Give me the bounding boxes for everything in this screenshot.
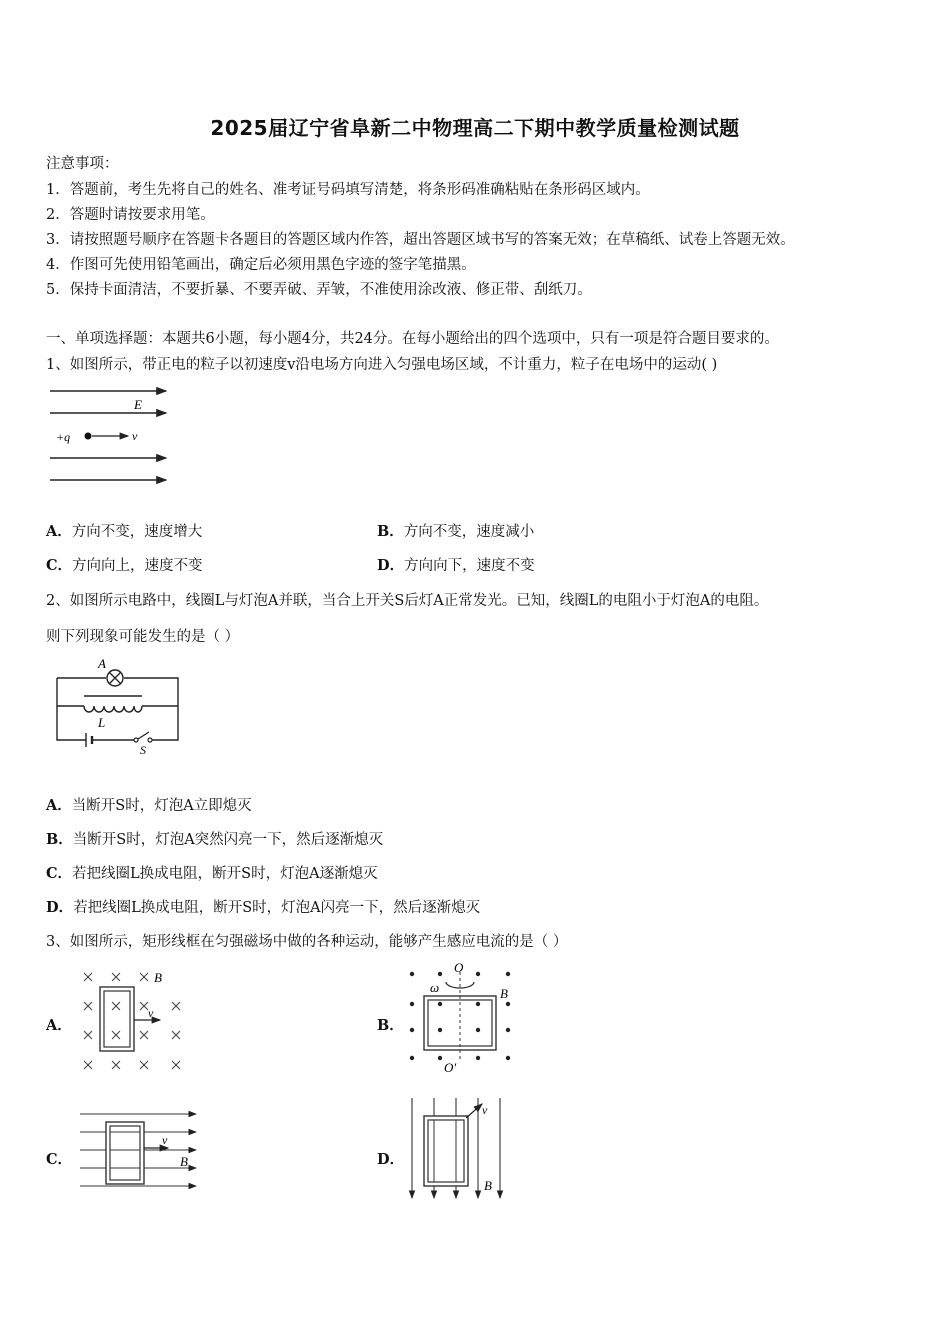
field-dot bbox=[438, 972, 442, 976]
q1-option-c bbox=[46, 554, 203, 575]
coil-frame bbox=[100, 987, 134, 1051]
notice-item: 2．答题时请按要求用笔。 bbox=[46, 207, 215, 223]
coil bbox=[84, 706, 142, 712]
coil-label: L bbox=[98, 715, 106, 730]
q3-figure-c bbox=[76, 1104, 202, 1202]
field-dot bbox=[438, 1028, 442, 1032]
option-label: B． bbox=[377, 523, 404, 540]
field-dot bbox=[476, 1002, 480, 1006]
option-label: D． bbox=[46, 899, 74, 916]
option-text: 方向不变，速度减小 bbox=[403, 524, 535, 540]
field-dot bbox=[506, 972, 510, 976]
b-label: B bbox=[154, 970, 162, 985]
velocity-arrow bbox=[466, 1104, 482, 1118]
field-dot bbox=[476, 1056, 480, 1060]
omega-label: ω bbox=[430, 980, 440, 995]
q3-option-c-label: C． bbox=[46, 1151, 73, 1168]
field-dot bbox=[410, 1028, 414, 1032]
switch-label: S bbox=[140, 743, 146, 757]
b-label: B bbox=[180, 1154, 188, 1169]
field-dot bbox=[476, 1028, 480, 1032]
option-label: C． bbox=[46, 865, 73, 882]
notice-item: 5．保持卡面清洁，不要折暴、不要弄破、弄皱，不准使用涂改液、修正带、刮纸刀。 bbox=[46, 282, 592, 298]
field-dot bbox=[410, 1002, 414, 1006]
q1-option-a bbox=[46, 520, 202, 541]
option-label: C． bbox=[46, 557, 73, 574]
switch bbox=[134, 738, 138, 742]
charge-label: +q bbox=[56, 430, 71, 444]
q3-figure-d bbox=[404, 1094, 516, 1206]
q1-option-d bbox=[377, 554, 535, 575]
field-dot bbox=[506, 1028, 510, 1032]
field-dot bbox=[410, 1056, 414, 1060]
b-label: B bbox=[484, 1178, 492, 1193]
notice-item: 1．答题前，考生先将自己的姓名、准考证号码填写清楚，将条形码准确粘贴在条形码区域内。 bbox=[46, 182, 650, 198]
option-text: 方向不变，速度增大 bbox=[71, 524, 203, 540]
notice-heading: 注意事项： bbox=[46, 156, 119, 172]
question-3-stem: 3、如图所示，矩形线框在匀强磁场中做的各种运动，能够产生感应电流的是（ ） bbox=[46, 934, 568, 950]
q2-option-a bbox=[46, 794, 252, 815]
q2-option-c bbox=[46, 862, 378, 883]
lamp-label: A bbox=[98, 656, 106, 671]
velocity-label: v bbox=[482, 1103, 488, 1117]
velocity-label: v bbox=[148, 1006, 154, 1020]
coil-frame bbox=[424, 1116, 468, 1186]
option-text: 方向向上，速度不变 bbox=[72, 558, 203, 574]
field-dot bbox=[506, 1056, 510, 1060]
option-label: B． bbox=[46, 831, 73, 848]
q2-circuit-figure bbox=[50, 656, 186, 757]
question-2-stem: 2、如图所示电路中，线圈L与灯泡A并联，当合上开关S后灯A正常发光。已知，线圈L的电阻小于灯泡A的电阻。 bbox=[46, 593, 769, 609]
q3-option-a-label: A． bbox=[46, 1017, 72, 1034]
field-label: E bbox=[134, 397, 142, 412]
axis-bottom-label: O′ bbox=[444, 1060, 457, 1075]
page-title: 2025届辽宁省阜新二中物理高二下期中教学质量检测试题 bbox=[210, 116, 740, 140]
q2-option-b bbox=[46, 828, 383, 849]
question-1-stem: 1、如图所示，带正电的粒子以初速度v沿电场方向进入匀强电场区域，不计重力，粒子在电场中的运动( ) bbox=[46, 357, 718, 373]
field-dot bbox=[438, 1056, 442, 1060]
coil-frame bbox=[106, 1122, 144, 1184]
field-dot bbox=[506, 1002, 510, 1006]
velocity-label: v bbox=[162, 1133, 168, 1147]
option-label: A． bbox=[46, 797, 72, 814]
charge-dot bbox=[85, 433, 92, 440]
velocity-label: v bbox=[132, 429, 138, 443]
field-dot bbox=[476, 972, 480, 976]
option-text: 当断开S时，灯泡A突然闪亮一下，然后逐渐熄灭 bbox=[72, 832, 384, 848]
q3-figure-a bbox=[74, 962, 194, 1078]
option-text: 方向向下，速度不变 bbox=[404, 558, 535, 574]
q3-figure-b bbox=[402, 958, 522, 1078]
b-label: B bbox=[500, 986, 508, 1001]
axis-top-label: O bbox=[454, 960, 464, 975]
q1-field-figure bbox=[44, 378, 179, 490]
q3-option-b-label: B． bbox=[377, 1017, 404, 1034]
option-text: 若把线圈L换成电阻，断开S时，灯泡A逐渐熄灭 bbox=[72, 866, 378, 882]
section-heading: 一、单项选择题：本题共6小题，每小题4分，共24分。在每小题给出的四个选项中，只有一项是符合题目要求的。 bbox=[46, 331, 779, 347]
notice-item: 4．作图可先使用铅笔画出，确定后必须用黑色字迹的签字笔描黑。 bbox=[46, 257, 476, 273]
field-dot bbox=[438, 1002, 442, 1006]
q1-option-b bbox=[377, 520, 534, 541]
notice-item: 3．请按照题号顺序在答题卡各题目的答题区域内作答，超出答题区域书写的答案无效；在草稿纸、试卷上答题无效。 bbox=[46, 232, 795, 248]
field-dot bbox=[410, 972, 414, 976]
q2-option-d bbox=[46, 896, 480, 917]
option-text: 当断开S时，灯泡A立即熄灭 bbox=[71, 798, 252, 814]
option-label: D． bbox=[377, 557, 405, 574]
question-2-stem: 则下列现象可能发生的是（ ） bbox=[46, 629, 240, 645]
option-text: 若把线圈L换成电阻，断开S时，灯泡A闪亮一下，然后逐渐熄灭 bbox=[73, 900, 481, 916]
option-label: A． bbox=[46, 523, 72, 540]
q3-option-d-label: D． bbox=[377, 1151, 405, 1168]
